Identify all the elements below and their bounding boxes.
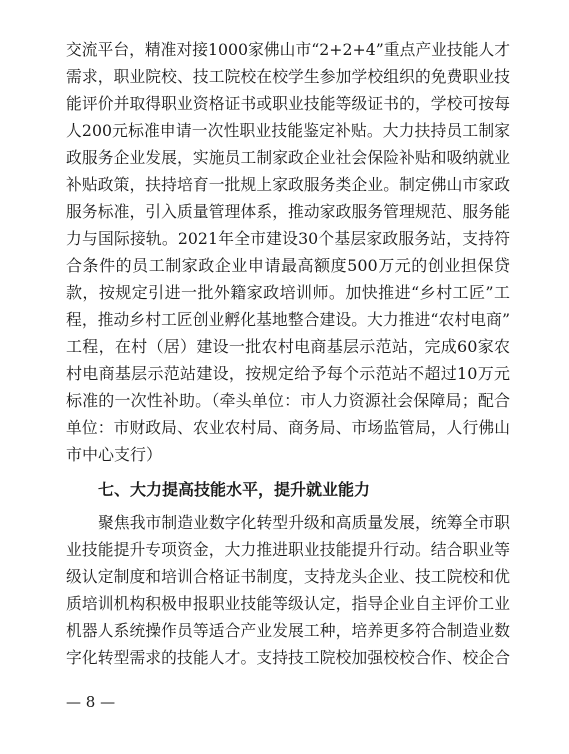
paragraph-line: 能评价并取得职业资格证书或职业技能等级证书的，学校可按每 — [66, 94, 510, 113]
paragraph-line: 聚焦我市制造业数字化转型升级和高质量发展，统筹全市职 — [98, 513, 510, 532]
paragraph-line: 人200元标准申请一次性职业技能鉴定补贴。大力扶持员工制家 — [66, 121, 510, 140]
paragraph-line: 力与国际接轨。2021年全市建设30个基层家政服务站，支持符 — [66, 229, 510, 248]
paragraph-line: 政服务企业发展，实施员工制家政企业社会保险补贴和吸纳就业 — [66, 148, 510, 167]
paragraph-line: 补贴政策，扶持培育一批规上家政服务类企业。制定佛山市家政 — [66, 175, 510, 194]
paragraph-line: 工程，在村（居）建设一批农村电商基层示范站，完成60家农 — [66, 337, 510, 356]
paragraph-line: 标准的一次性补助。（牵头单位：市人力资源社会保障局；配合 — [66, 391, 510, 410]
paragraph-line: 业技能提升专项资金，大力推进职业技能提升行动。结合职业等 — [66, 540, 510, 559]
paragraph-line: 程，推动乡村工匠创业孵化基地整合建设。大力推进“农村电商” — [66, 310, 510, 329]
paragraph-line: 服务标准，引入质量管理体系，推动家政服务管理规范、服务能 — [66, 202, 510, 221]
page-number: — 8 — — [66, 693, 116, 711]
paragraph-line: 需求，职业院校、技工院校在校学生参加学校组织的免费职业技 — [66, 67, 510, 86]
paragraph-line: 交流平台，精准对接1000家佛山市“2+2+4”重点产业技能人才 — [66, 40, 510, 59]
paragraph-line: 款，按规定引进一批外籍家政培训师。加快推进“乡村工匠”工 — [66, 283, 510, 302]
paragraph-line: 字化转型需求的技能人才。支持技工院校加强校校合作、校企合 — [66, 648, 510, 667]
paragraph-line: 市中心支行） — [66, 445, 163, 464]
paragraph-line: 级认定制度和培训合格证书制度，支持龙头企业、技工院校和优 — [66, 567, 510, 586]
paragraph-line: 机器人系统操作员等适合产业发展工种，培养更多符合制造业数 — [66, 621, 510, 640]
paragraph-line: 质培训机构积极申报职业技能等级认定，指导企业自主评价工业 — [66, 594, 510, 613]
paragraph-line: 村电商基层示范站建设，按规定给予每个示范站不超过10万元 — [66, 364, 510, 383]
section-heading: 七、大力提高技能水平，提升就业能力 — [98, 480, 371, 499]
paragraph-line: 合条件的员工制家政企业申请最高额度500万元的创业担保贷 — [66, 256, 510, 275]
paragraph-line: 单位：市财政局、农业农村局、商务局、市场监管局，人行佛山 — [66, 418, 510, 437]
